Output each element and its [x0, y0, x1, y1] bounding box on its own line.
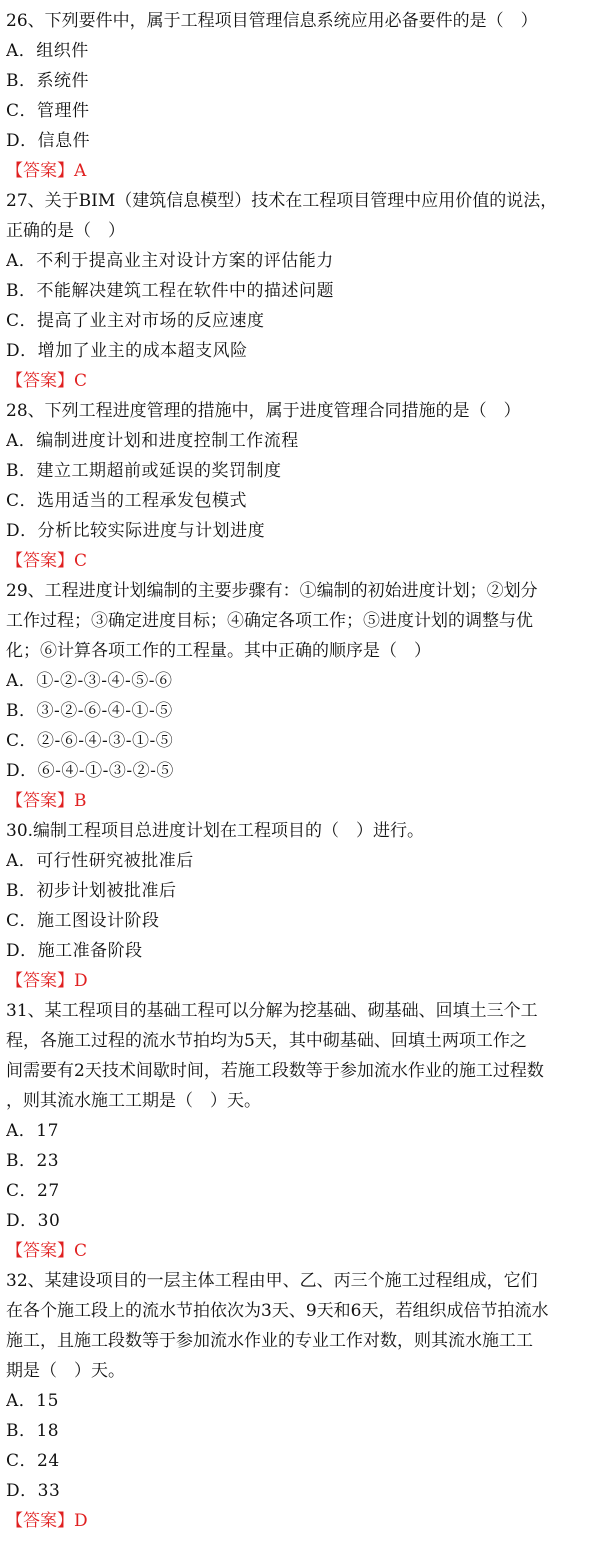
option-c: C．管理件 [6, 101, 90, 121]
option-b: B．建立工期超前或延误的奖罚制度 [6, 461, 282, 481]
question-stem-line: 在各个施工段上的流水节拍依次为3天、9天和6天，若组织成倍节拍流水 [6, 1301, 549, 1321]
option-c: C．24 [6, 1451, 60, 1471]
option-b: B．23 [6, 1151, 60, 1171]
option-c: C．选用适当的工程承发包模式 [6, 491, 248, 511]
question-stem-line: 正确的是（ ） [6, 221, 125, 241]
question-stem-line: 28、下列工程进度管理的措施中，属于进度管理合同措施的是（ ） [6, 401, 521, 421]
question-stem-line: 化；⑥计算各项工作的工程量。其中正确的顺序是（ ） [6, 641, 431, 661]
option-c: C．提高了业主对市场的反应速度 [6, 311, 265, 331]
question-stem-line: ，则其流水施工工期是（ ）天。 [6, 1091, 261, 1111]
option-d: D．增加了业主的成本超支风险 [6, 341, 248, 361]
question-stem-line: 30.编制工程项目总进度计划在工程项目的（ ）进行。 [6, 821, 425, 841]
question-stem-line: 32、某建设项目的一层主体工程由甲、乙、丙三个施工过程组成，它们 [6, 1271, 538, 1291]
question-block [6, 816, 594, 996]
option-a: A．组织件 [6, 41, 89, 61]
option-c: C．②-⑥-④-③-①-⑤ [6, 731, 174, 751]
answer-label: 【答案】A [6, 161, 87, 181]
question-block [6, 996, 594, 1266]
option-c: C．27 [6, 1181, 60, 1201]
option-a: A．17 [6, 1121, 59, 1141]
answer-label: 【答案】C [6, 551, 88, 571]
option-d: D．33 [6, 1481, 61, 1501]
question-block [6, 1266, 594, 1536]
question-stem-line: 期是（ ）天。 [6, 1361, 125, 1381]
answer-label: 【答案】B [6, 791, 87, 811]
question-block [6, 576, 594, 816]
option-a: A．编制进度计划和进度控制工作流程 [6, 431, 299, 451]
question-stem-line: 31、某工程项目的基础工程可以分解为挖基础、砌基础、回填土三个工 [6, 1001, 538, 1021]
option-d: D．⑥-④-①-③-②-⑤ [6, 761, 174, 781]
option-a: A．不利于提高业主对设计方案的评估能力 [6, 251, 334, 271]
option-d: D．分析比较实际进度与计划进度 [6, 521, 266, 541]
option-b: B．系统件 [6, 71, 89, 91]
option-a: A．可行性研究被批准后 [6, 851, 194, 871]
option-b: B．初步计划被批准后 [6, 881, 177, 901]
option-d: D．30 [6, 1211, 61, 1231]
question-block [6, 186, 594, 396]
option-d: D．施工准备阶段 [6, 941, 143, 961]
option-b: B．18 [6, 1421, 60, 1441]
answer-label: 【答案】C [6, 1241, 88, 1261]
option-c: C．施工图设计阶段 [6, 911, 160, 931]
option-d: D．信息件 [6, 131, 91, 151]
answer-label: 【答案】D [6, 1511, 88, 1531]
option-b: B．不能解决建筑工程在软件中的描述问题 [6, 281, 334, 301]
question-block [6, 6, 594, 186]
answer-label: 【答案】D [6, 971, 88, 991]
answer-label: 【答案】C [6, 371, 88, 391]
option-a: A．15 [6, 1391, 59, 1411]
question-stem-line: 29、工程进度计划编制的主要步骤有：①编制的初始进度计划；②划分 [6, 581, 538, 601]
option-b: B．③-②-⑥-④-①-⑤ [6, 701, 173, 721]
question-stem-line: 27、关于BIM（建筑信息模型）技术在工程项目管理中应用价值的说法， [6, 191, 558, 211]
question-stem-line: 间需要有2天技术间歇时间，若施工段数等于参加流水作业的施工过程数 [6, 1061, 544, 1081]
question-block [6, 396, 594, 576]
option-a: A．①-②-③-④-⑤-⑥ [6, 671, 173, 691]
question-stem-line: 工作过程；③确定进度目标；④确定各项工作；⑤进度计划的调整与优 [6, 611, 533, 631]
question-stem-line: 26、下列要件中，属于工程项目管理信息系统应用必备要件的是（ ） [6, 11, 538, 31]
question-stem-line: 程，各施工过程的流水节拍均为5天，其中砌基础、回填土两项工作之 [6, 1031, 527, 1051]
question-stem-line: 施工，且施工段数等于参加流水作业的专业工作对数，则其流水施工工 [6, 1331, 533, 1351]
